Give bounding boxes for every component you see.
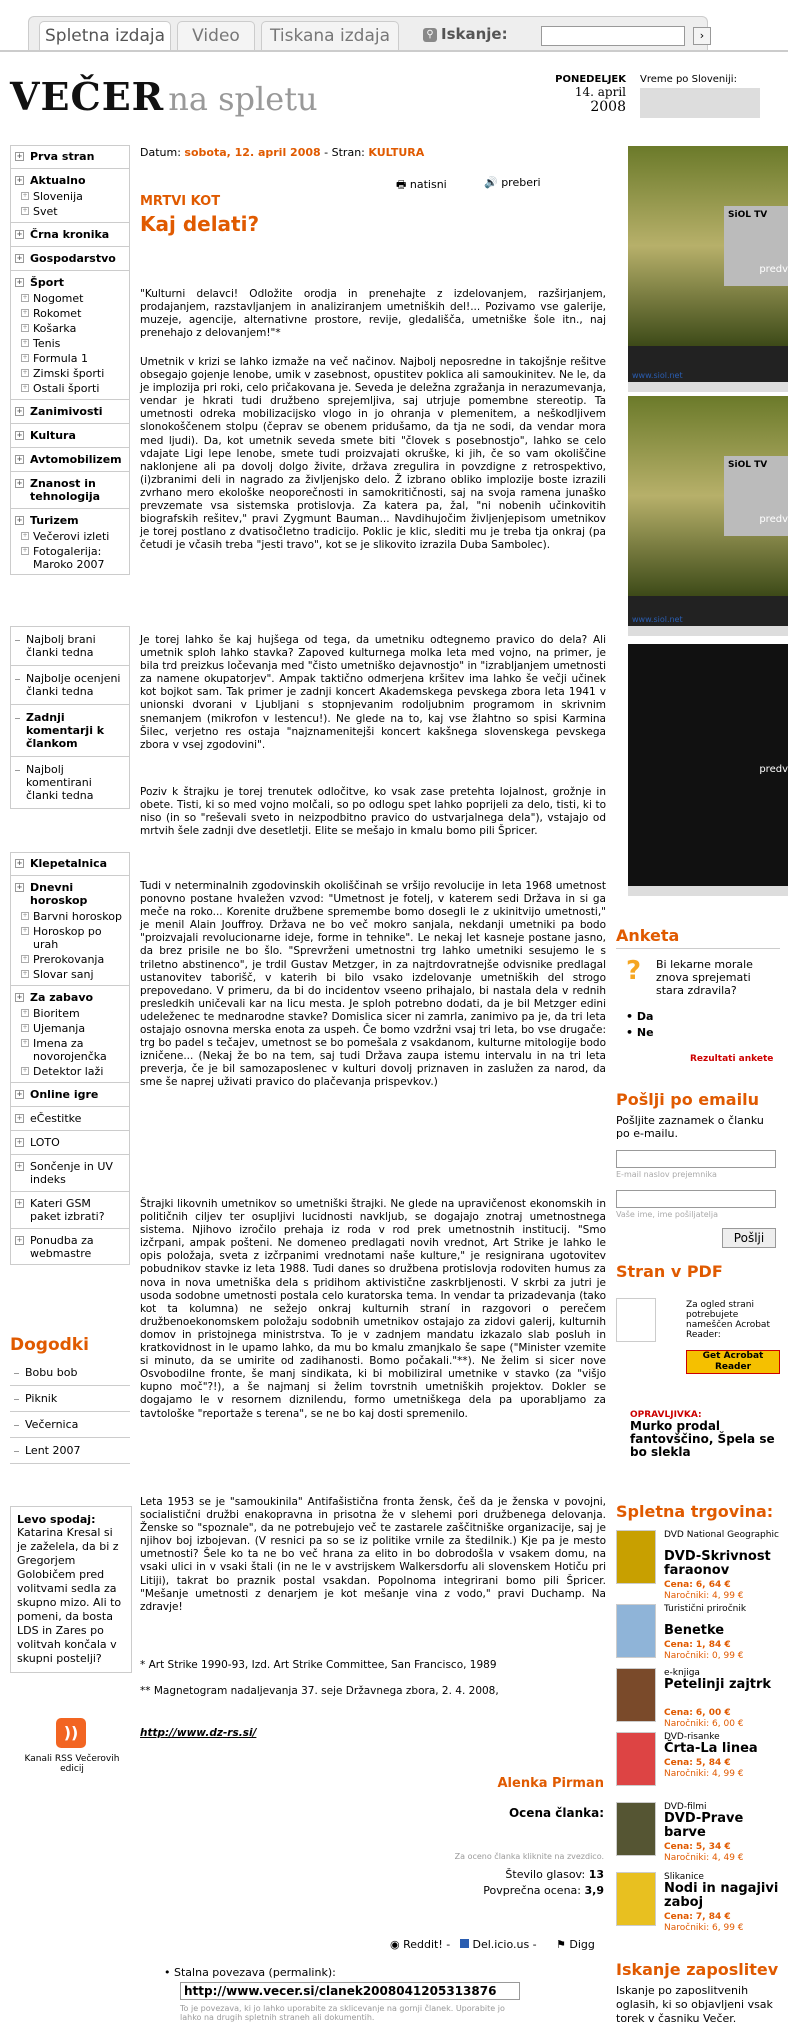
- product-price: Cena: 5, 84 €: [664, 1758, 731, 1768]
- list-label: Najbolje ocenjeni članki tedna: [26, 672, 121, 698]
- nav-subitem[interactable]: [11, 336, 129, 351]
- rss-icon[interactable]: )): [56, 1718, 86, 1748]
- nav-item[interactable]: [11, 451, 129, 468]
- product-price: Cena: 6, 64 €: [664, 1580, 731, 1590]
- nav-label: Ponudba za webmastre: [30, 1234, 94, 1260]
- expand-icon: +: [16, 230, 23, 238]
- nav-label: LOTO: [30, 1136, 60, 1149]
- article-section[interactable]: KULTURA: [368, 146, 425, 159]
- main-nav: [10, 145, 130, 575]
- expand-icon: +: [16, 479, 23, 487]
- nav-sub-label: Rokomet: [33, 307, 82, 320]
- shop-item[interactable]: [616, 1872, 782, 1938]
- acrobat-badge[interactable]: Get Acrobat Reader: [686, 1350, 780, 1374]
- article-paragraph: ** Magnetogram nadaljevanja 37. seje Državnega zbora, 2. 4. 2008,: [140, 1685, 499, 1697]
- shop-item[interactable]: [616, 1604, 782, 1670]
- nav-label: Aktualno: [30, 174, 86, 187]
- nav-subitem[interactable]: [11, 381, 129, 396]
- video-more-3: predv: [759, 764, 788, 775]
- nav-sub-label: Zimski športi: [33, 367, 105, 380]
- dash-icon: [14, 1399, 19, 1400]
- nav-label: Za zabavo: [30, 991, 94, 1004]
- siol-ad-2: SiOL TV: [724, 456, 788, 536]
- product-title[interactable]: Petelinji zajtrk: [664, 1677, 772, 1692]
- article-kicker: MRTVI KOT: [140, 194, 221, 209]
- anketa-results[interactable]: Rezultati ankete: [690, 1054, 774, 1064]
- nav-label: Prva stran: [30, 150, 95, 163]
- video-more: predv: [759, 264, 788, 275]
- anketa-question: Bi lekarne morale znova sprejemati stara zdravila?: [656, 958, 753, 997]
- dogodki-item[interactable]: [10, 1412, 130, 1438]
- sender-name-placeholder: Vaše ime, ime pošiljatelja: [616, 1210, 719, 1219]
- nav-sub-label: Nogomet: [33, 292, 84, 305]
- expand-icon: +: [16, 176, 23, 184]
- subitem-icon: +: [22, 927, 28, 934]
- product-thumbnail[interactable]: [616, 1802, 656, 1856]
- nav-subitem[interactable]: [11, 204, 129, 219]
- article-paragraph: Poziv k štrajku je torej trenutek odločitve, ko vsak zase pretehta lojalnost, grožnje in obete. Tisti, ki so med vojno molčali, so po odlogu spet lahko poprijeli za delo, tisti, ki to niso (in so "reševali sveto in neizpodbitno pravico do ustvarjalnega dela"), vstajajo od mrtvih šele zadnji dve desetletji. Elite se mešajo in kmalu bomo pili Špricer.: [140, 786, 606, 838]
- iskanje-title: Iskanje zaposlitev: [616, 1960, 779, 1979]
- dogodki-title: Dogodki: [10, 1335, 89, 1355]
- subitem-icon: +: [22, 324, 28, 331]
- tab-video[interactable]: Video: [177, 21, 255, 51]
- nav-item[interactable]: [11, 1195, 129, 1225]
- rating-hint: Za oceno članka kliknite na zvezdico.: [454, 1852, 604, 1861]
- expand-icon: +: [16, 254, 23, 262]
- question-icon: ?: [626, 956, 642, 986]
- subitem-icon: +: [22, 1039, 28, 1046]
- rss-label[interactable]: Kanali RSS Večerovih edicij: [24, 1754, 120, 1774]
- send-email-button[interactable]: Pošlji: [722, 1228, 776, 1248]
- list-link[interactable]: [11, 666, 129, 705]
- nav-label: eČestitke: [30, 1112, 82, 1125]
- nav-subitem[interactable]: [11, 909, 129, 924]
- nav-divider: [11, 1082, 129, 1083]
- date-box: [530, 74, 626, 115]
- anketa-option-da[interactable]: • Da: [626, 1010, 654, 1023]
- dash-icon: [15, 718, 20, 719]
- product-category: DVD-filmi: [664, 1802, 707, 1812]
- permalink-label: • Stalna povezava (permalink):: [164, 1966, 336, 1979]
- nav-divider: [11, 447, 129, 448]
- product-price: Cena: 6, 00 €: [664, 1708, 731, 1718]
- nav-sub-label: Bioritem: [33, 1007, 80, 1020]
- product-subscriber-price: Naročniki: 6, 00 €: [664, 1719, 744, 1729]
- search-label-wrap: [423, 25, 508, 43]
- product-subscriber-price: Naročniki: 4, 49 €: [664, 1853, 744, 1863]
- article-title: Kaj delati?: [140, 212, 260, 236]
- dogodki-list: [10, 1360, 130, 1464]
- siol-ad: SiOL TV: [724, 206, 788, 286]
- nav-divider: [11, 1130, 129, 1131]
- nav-label: Sončenje in UV indeks: [30, 1160, 113, 1186]
- shop-item[interactable]: [616, 1530, 782, 1601]
- nav-label: Šport: [30, 276, 65, 289]
- pdf-thumbnail[interactable]: [616, 1298, 656, 1342]
- nav-sub-label: Detektor laži: [33, 1065, 104, 1078]
- video-seekbar-3[interactable]: [628, 886, 788, 896]
- product-thumbnail[interactable]: [616, 1732, 656, 1786]
- nav-label: Kateri GSM paket izbrati?: [30, 1197, 105, 1223]
- pdf-text: Za ogled strani potrebujete nameščen Acrobat Reader:: [686, 1300, 770, 1340]
- dogodki-item[interactable]: [10, 1386, 130, 1412]
- lists-nav: [10, 626, 130, 809]
- nav-sub-label: Prerokovanja: [33, 953, 105, 966]
- product-subscriber-price: Naročniki: 4, 99 €: [664, 1769, 744, 1779]
- nav-divider: [11, 168, 129, 169]
- nav-item[interactable]: [11, 250, 129, 267]
- tab-divider: [0, 50, 788, 52]
- anketa-title: Anketa: [616, 926, 680, 945]
- dogodki-label: Bobu bob: [25, 1366, 78, 1379]
- article-paragraph: "Kulturni delavci! Odložite orodja in prenehajte z izdelovanjem, razširjanjem, prodajanjem, razstavljanjem in analiziranjem umetniških del!... Pozivamo vse galerije, muzeje, agencije, alternativne prostore, revije, gledališča, umetniške šole itn., naj prenehajo z delovanjem!"*: [140, 288, 606, 340]
- search-input[interactable]: [541, 26, 685, 46]
- shop-title: Spletna trgovina:: [616, 1502, 774, 1521]
- nav-subitem[interactable]: [11, 366, 129, 381]
- dogodki-label: Lent 2007: [25, 1444, 81, 1457]
- nav-label: Dnevni horoskop: [30, 881, 88, 907]
- subitem-icon: +: [22, 354, 28, 361]
- nav-divider: [11, 1191, 129, 1192]
- expand-icon: +: [16, 431, 23, 439]
- product-category: e-knjiga: [664, 1668, 700, 1678]
- nav-item[interactable]: [11, 512, 129, 529]
- opravljivka-label: OPRAVLJIVKA:: [630, 1410, 702, 1420]
- nav-subitem[interactable]: [11, 544, 129, 572]
- list-label: Najbolj komentirani članki tedna: [26, 763, 94, 802]
- nav-divider: [11, 875, 129, 876]
- nav-subitem[interactable]: [11, 189, 129, 204]
- nav-subitem[interactable]: [11, 1006, 129, 1021]
- nav-sub-label: Ujemanja: [33, 1022, 86, 1035]
- article-paragraph: * Art Strike 1990-93, Izd. Art Strike Committee, San Francisco, 1989: [140, 1659, 497, 1671]
- subitem-icon: +: [22, 207, 28, 214]
- speaker-icon: 🔊: [484, 176, 498, 189]
- subitem-icon: +: [22, 192, 28, 199]
- nav-divider: [11, 222, 129, 223]
- nav-item[interactable]: [11, 1086, 129, 1103]
- product-title[interactable]: Črta-La linea: [664, 1741, 758, 1756]
- nav-subitem[interactable]: [11, 1036, 129, 1064]
- nav-label: Klepetalnica: [30, 857, 108, 870]
- levo-title: Levo spodaj:: [17, 1513, 96, 1526]
- dogodki-item[interactable]: [10, 1360, 130, 1386]
- nav-subitem[interactable]: [11, 1064, 129, 1079]
- nav-subitem[interactable]: [11, 291, 129, 306]
- article-paragraph: Leta 1953 se je "samoukinila" Antifašistična fronta žensk, češ da je ženska v povojni, socialistični družbi enakopravna in prisotna že v slehemi pori družbenega delovanja. Ženske so "spoznale", da ne potrebujejo več te zastarele zaščitniške organizacije, saj je njihov boj izbojevan. (V resnici pa so se iz politike vrnile za štedilnik.) Kje pa je mesto umetnosti? Šele ko ta ne bo več hrana za elito in bo dobrodošla v vsakem domu, na vsaki ulici in v vsaki štali (in ne le v avstrijskem Walkersdorfu ali slovenskem Hotiču pri Litiji), takrat bo praznik postal vsakdan. Popolnoma integrirani bomo pili Špricer. "Mešanje umetnosti z denarjem je kot mešanje vina z vodo," pravi Duchamp. Na zdravje!: [140, 1496, 606, 1613]
- product-thumbnail[interactable]: [616, 1530, 656, 1584]
- product-category: DVD National Geographic: [664, 1530, 779, 1540]
- subitem-icon: +: [22, 339, 28, 346]
- search-label: Iskanje:: [441, 25, 508, 43]
- nav-item[interactable]: [11, 855, 129, 872]
- nav-divider: [11, 246, 129, 247]
- weather-label: Vreme po Sloveniji:: [640, 74, 737, 85]
- nav-item[interactable]: [11, 148, 129, 165]
- pdf-title: Stran v PDF: [616, 1262, 723, 1281]
- product-thumbnail[interactable]: [616, 1604, 656, 1658]
- expand-icon: +: [16, 859, 23, 867]
- article-meta: [140, 146, 606, 159]
- nav-subitem[interactable]: [11, 529, 129, 544]
- nav-sub-label: Večerovi izleti: [33, 530, 110, 543]
- nav-divider: [11, 471, 129, 472]
- shop-item[interactable]: [616, 1802, 782, 1868]
- nav-label: Kultura: [30, 429, 76, 442]
- expand-icon: +: [16, 993, 23, 1001]
- dash-icon: [14, 1425, 19, 1426]
- footnote-url[interactable]: http://www.dz-rs.si/: [140, 1727, 257, 1739]
- nav-item[interactable]: [11, 274, 129, 291]
- nav-sub-label: Svet: [33, 205, 58, 218]
- subitem-icon: +: [22, 532, 28, 539]
- footnote-link[interactable]: [140, 1727, 606, 1740]
- product-subscriber-price: Naročniki: 0, 99 €: [664, 1651, 744, 1661]
- nav-subitem[interactable]: [11, 321, 129, 336]
- article-date: sobota, 12. april 2008: [184, 146, 321, 159]
- product-category: DVD-risanke: [664, 1732, 720, 1742]
- nav-subitem[interactable]: [11, 924, 129, 952]
- product-title[interactable]: DVD-Prave barve: [664, 1811, 744, 1840]
- expand-icon: +: [16, 152, 23, 160]
- nav-divider: [11, 1106, 129, 1107]
- nav-item[interactable]: [11, 989, 129, 1006]
- list-link[interactable]: [11, 627, 129, 666]
- subitem-icon: +: [22, 912, 28, 919]
- nav-item[interactable]: [11, 427, 129, 444]
- print-button[interactable]: [396, 176, 447, 195]
- video-seekbar[interactable]: [628, 382, 788, 392]
- expand-icon: +: [16, 1199, 23, 1207]
- site-logo[interactable]: [10, 74, 318, 119]
- expand-icon: +: [16, 1236, 23, 1244]
- reddit-link[interactable]: ◉ Reddit! -: [390, 1938, 451, 1951]
- nav-subitem[interactable]: [11, 952, 129, 967]
- read-button[interactable]: [484, 176, 541, 189]
- subitem-icon: +: [22, 369, 28, 376]
- search-button[interactable]: ›: [693, 27, 711, 45]
- subitem-icon: +: [22, 384, 28, 391]
- expand-icon: +: [16, 883, 23, 891]
- expand-icon: +: [16, 455, 23, 463]
- nav-divider: [11, 270, 129, 271]
- subitem-icon: +: [22, 1067, 28, 1074]
- product-title[interactable]: DVD-Skrivnost faraonov: [664, 1549, 771, 1578]
- expand-icon: +: [16, 1162, 23, 1170]
- subitem-icon: +: [22, 955, 28, 962]
- product-subscriber-price: Naročniki: 4, 99 €: [664, 1591, 744, 1601]
- subitem-icon: +: [22, 309, 28, 316]
- nav-sub-label: Ostali športi: [33, 382, 100, 395]
- nav-divider: [11, 423, 129, 424]
- nav-divider: [11, 1154, 129, 1155]
- list-link[interactable]: [11, 705, 129, 757]
- dash-icon: [14, 1373, 19, 1374]
- average: Povprečna ocena: 3,9: [483, 1884, 604, 1897]
- nav-label: Avtomobilizem: [30, 453, 122, 466]
- levo-spodaj-box: [10, 1506, 132, 1673]
- iskanje-text: Iskanje po zaposlitvenih oglasih, ki so objavljeni vsak torek v časniku Večer.: [616, 1984, 773, 2025]
- video-player-3[interactable]: [628, 644, 788, 896]
- dash-icon: [15, 679, 20, 680]
- search-icon: ⚲: [423, 28, 437, 42]
- dogodki-label: Piknik: [25, 1392, 58, 1405]
- subitem-icon: +: [22, 1024, 28, 1031]
- anketa-option-ne[interactable]: • Ne: [626, 1026, 654, 1039]
- delicious-link[interactable]: Del.icio.us -: [460, 1938, 537, 1951]
- dash-icon: [15, 640, 20, 641]
- nav-sub-label: Slovar sanj: [33, 968, 94, 981]
- nav-sub-label: Slovenija: [33, 190, 83, 203]
- nav-label: Črna kronika: [30, 228, 110, 241]
- product-thumbnail[interactable]: [616, 1872, 656, 1926]
- nav-item[interactable]: [11, 1134, 129, 1151]
- nav-sub-label: Tenis: [33, 337, 61, 350]
- top-tabbar: [28, 16, 708, 50]
- date-date: 14. april: [574, 85, 626, 99]
- expand-icon: +: [16, 1090, 23, 1098]
- article-paragraph: Je torej lahko še kaj hujšega od tega, da umetniku odtegnemo pravico do dela? Ali umetnik sploh lahko stavka? Zapoved kulturnega molka leta med vojno, na primer, je bila trd preizkus ločevanja med "čisto umetniško dejavnostjo" in "izrabljanjem umetnosti za namene okupatorjev". Ampak taktično odmerjena kršitev ima lahko še večji učinek kot bojkot sam. Tak primer je zadnji koncert Akademskega pevskega zbora leta 1941 v unionski dvorani v Ljubljani s stopnjevanim rodoljubnim programom in skrivnim snemanjem (mikrofon v lestencu!). Ne glede na to, kaj vse žlahtno so spisi Karmina Šilec, verjetno res ostaja "najznamenitejši koncert kakšnega slovenskega pevskega zbora v vsej zgodovini".: [140, 634, 606, 751]
- nav-item[interactable]: [11, 1158, 129, 1188]
- expand-icon: +: [16, 278, 23, 286]
- votes: Število glasov: 13: [505, 1868, 604, 1881]
- nav-subitem[interactable]: [11, 967, 129, 982]
- nav-sub-label: Barvni horoskop: [33, 910, 122, 923]
- read-label: preberi: [501, 176, 541, 189]
- subitem-icon: +: [22, 1009, 28, 1016]
- nav-divider: [11, 399, 129, 400]
- stran-label: - Stran:: [324, 146, 365, 159]
- nav-sub-label: Fotogalerija: Maroko 2007: [33, 545, 105, 571]
- shop-item[interactable]: [616, 1732, 782, 1798]
- nav-sub-label: Imena za novorojenčka: [33, 1037, 107, 1063]
- expand-icon: +: [16, 1138, 23, 1146]
- shop-item[interactable]: [616, 1668, 782, 1734]
- product-price: Cena: 7, 84 €: [664, 1912, 731, 1922]
- subitem-icon: +: [22, 294, 28, 301]
- permalink-field[interactable]: http://www.vecer.si/clanek2008041205313876: [180, 1982, 520, 2000]
- nav-label: Znanost in tehnologija: [30, 477, 101, 503]
- recipient-email-input[interactable]: [616, 1150, 776, 1168]
- nav-label: Zanimivosti: [30, 405, 103, 418]
- video-player-2[interactable]: [628, 396, 788, 636]
- nav-item[interactable]: [11, 1110, 129, 1127]
- video-more-2: predv: [759, 514, 788, 525]
- nav-label: Gospodarstvo: [30, 252, 116, 265]
- article-paragraph: Umetnik v krizi se lahko izmaže na več načinov. Najbolj neposredne in takojšnje rešitve obsegajo gojenje lenobe, umik v zasebnost, opustitev poklica ali samoukinitev. Ne le, da je implozija pri roki, celo pričakovana je. Seveda je deležna zgražanja in nerazumevanja, vendar je hkrati tudi družbeno sprejemljiva, saj utrjuje pomembne stereotip. Ta umetnosti odreka mobilizacijsko vlogo in jo ohranja v plemenitem, a neškodljivem slonokoščenem stolpu (čeprav se obenem pridušamo, da tja ne sodi, da vendar mora med ljudi). Da, kot umetnik seveda smete biti "človek s posebnostjo", lahko se celo vdajate Ligi lepe lenobe, smete tudi proizvajati okruške, ki jih, če so vam okoliščine naklonjene ali pa dovolj dolgo živite, država zregulira in povzdigne z retrospektivo, (i)zbranimi deli in nagrado za življenjsko delo. Ž izbrano obliko implozije boste izrazili zvrhano mero ekološke neoporečnosti in samokritičnosti, saj na svoja ramena junaško prevzemate vsa sistemska protislovja. Za katera pa, žal, "ni nobenih učinkovitih biografskih rešitev," pravi Zygmunt Bauman... Navdihujočim življenjepisom umetnikov je torej postlano z dvatisočletno tradicijo. Poklic je klic, slediti mu je treba tja onkraj (pa četudi je včasih treba "jesti travo", kot se je slikovito izrazila Duba Sambolec).: [140, 356, 606, 552]
- subitem-icon: +: [22, 547, 28, 554]
- email-text: Pošljite zaznamek o članku po e-mailu.: [616, 1114, 764, 1140]
- weather-widget[interactable]: [640, 88, 760, 118]
- nav-item[interactable]: [11, 475, 129, 505]
- print-label: natisni: [409, 178, 447, 191]
- nav-sub-label: Horoskop po urah: [33, 925, 102, 951]
- expand-icon: +: [16, 407, 23, 415]
- product-price: Cena: 1, 84 €: [664, 1640, 731, 1650]
- date-year: 2008: [590, 99, 626, 115]
- product-category: Turistični priročnik: [664, 1604, 747, 1614]
- nav-label: Turizem: [30, 514, 79, 527]
- reddit-icon: ◉: [390, 1938, 400, 1951]
- fun-nav: [10, 852, 130, 1265]
- expand-icon: +: [16, 1114, 23, 1122]
- dash-icon: [15, 770, 20, 771]
- expand-icon: +: [16, 516, 23, 524]
- nav-divider: [11, 985, 129, 986]
- video-url[interactable]: www.siol.net: [632, 371, 683, 380]
- logo-main: VEČER: [10, 74, 165, 119]
- nav-item[interactable]: [11, 226, 129, 243]
- dash-icon: [14, 1451, 19, 1452]
- rating-label: Ocena članka:: [508, 1806, 604, 1820]
- product-title[interactable]: Benetke: [664, 1623, 725, 1638]
- product-category: Slikanice: [664, 1872, 704, 1882]
- nav-divider: [11, 508, 129, 509]
- permalink-note: To je povezava, ki jo lahko uporabite za sklicevanje na gornji članek. Uporabite jo lahko na drugih spletnih straneh ali dokumentih.: [180, 2004, 505, 2022]
- opravljivka-text[interactable]: Murko prodal fantovščino, Špela se bo slekla: [630, 1419, 775, 1459]
- nav-subitem[interactable]: [11, 306, 129, 321]
- nav-sub-label: Košarka: [33, 322, 77, 335]
- email-title: Pošlji po emailu: [616, 1090, 759, 1109]
- nav-divider: [11, 1228, 129, 1229]
- subitem-icon: +: [22, 970, 28, 977]
- dogodki-label: Večernica: [25, 1418, 79, 1431]
- recipient-email-placeholder: E-mail naslov prejemnika: [616, 1170, 717, 1179]
- product-thumbnail[interactable]: [616, 1668, 656, 1722]
- sender-name-input[interactable]: [616, 1190, 776, 1208]
- digg-icon: ⚑: [556, 1938, 566, 1951]
- nav-sub-label: Formula 1: [33, 352, 88, 365]
- product-title[interactable]: Nodi in nagajivi zaboj: [664, 1881, 779, 1910]
- levo-text[interactable]: Katarina Kresal si je zaželela, da bi z Gregorjem Golobičem pred volitvami sedla za skupno mizo. Ali to pomeni, da bosta LDS in Zares po volitvah končala v skupni postelji?: [17, 1526, 122, 1665]
- article-paragraph: Tudi v neterminalnih zgodovinskih okoliščinah se vršijo revolucije in leta 1968 umetnost ponovno postane hvaležen vzvod: "Umetnost je fotelj, v katerem sedi Država in si ga meče na roko... Korenite družbene spremembe bomo dosegli le z ukinitvijo umetnosti," je menil Alain Jouffroy. Država ne bo več mokro sanjala, nekdanji umetniki pa bodo "proizvajali revolucionarne ideje, forme in tehnike". Le nekaj let kasneje postane jasno, da brez prisile ne bo šlo. "Sprevrženi umetnostni trg lahko umetniki sesujemo le s triletno abstinenco", je trdil Gustav Metzger, in za najtrdovratnejše odvisnike predlagal ustanovitev taborišč, v katerih bi bilo vsako izdelovanje umetniških del strogo prepovedano. V primeru, da bi do incidentov vseeno prihajalo, bi nastala dela v rednih presledkih uničevali kar na licu mesta. Je sploh potrebno dodati, da je bil Metzger edini udeleženec te mednarodne stavke? Domislica sicer ni zamrla, zanimivo pa je, da tri leta ostajajo osnovna merska enota za uspeh. Če bomo vzdržni vsaj tri leta, bo vse drugače: trg bo padel s tečajev, umetnost se bo pomešala z vsakdanom, kulturne mitologije bodo izničene... (Nekaj že bo na tem, saj tudi Država zaupa istemu intervalu in na tri leta preverja, če je bil samozaposlenec v kulturi dovolj priznaven in zaslužen za narod, da sme še naprej uživati pravico do plačevanja prispevkov.): [140, 880, 606, 1089]
- print-icon: 🖶: [396, 178, 407, 191]
- delicious-icon: [460, 1939, 469, 1948]
- nav-subitem[interactable]: [11, 351, 129, 366]
- dogodki-item[interactable]: [10, 1438, 130, 1464]
- video-player-1[interactable]: [628, 146, 788, 392]
- article-paragraph: Štrajki likovnih umetnikov so umetniški štrajki. Ne glede na upravičenost ekonomskih in političnih ciljev ter osupljivi lucidnosti navkljub, se dogajajo znotraj umetnostnega sistema. Njihovo izročilo prehaja iz roda v rod prek umetnostnih institucij. "Smo izčrpani, ampak pošteni. Ne domeneo predlagati novih vrednot, Art Strike je lahko le opis položaja, sveta z izčrpanimi vrednotami naše kulture," je resignirana ugotovitev pobudnikov stavke iz leta 1988. Tudi danes so družbena protislovja rodoviten humus za nova in nova umetniška dela s pridihom aktivistične zaskrbljenosti. V skrbi za jutri je usoda sodobne umetnosti postala celo kuratorska tema. In vendar ta prizadevanja (tako kot ta kolumna) ne sežejo onkraj kulturnih straní in razgovori o perečem družbenoekonomskem položaju sodobnih umetnikov ostajajo za zidovi galerij, kulturnih domov in pristojnega ministrstva. To je v zadnjem mandatu izkazalo slab posluh in kratkovidnost in le upamo lahko, da mu bo kmalu zmanjkalo še sape ("Minister vzemite si minuto, da se umirite od zadihanosti. Bomo počakali."**). Ne želim si sicer nove Osvobodilne fronte, še manj sindikata, ki bi mobiliziral umetnike v stavko (za "višjo kupno moč"?!), a še najmanj si želim tovrstnih umetniških projektov. Dokler se dogajamo le v resornem diznilendu, formo umetniškega dela pa uporabljamo za tavtološke "reportaže s terena", se ne bo kaj dosti spremenilo.: [140, 1198, 606, 1420]
- list-label: Najbolj brani članki tedna: [26, 633, 96, 659]
- logo-sub: na spletu: [168, 80, 318, 118]
- product-price: Cena: 5, 34 €: [664, 1842, 731, 1852]
- nav-item[interactable]: [11, 172, 129, 189]
- list-label: Zadnji komentarji k člankom: [26, 711, 105, 750]
- tab-spletna-izdaja[interactable]: Spletna izdaja: [39, 21, 171, 51]
- nav-item[interactable]: [11, 403, 129, 420]
- article-author: Alenka Pirman: [497, 1776, 604, 1791]
- nav-subitem[interactable]: [11, 1021, 129, 1036]
- tab-tiskana-izdaja[interactable]: Tiskana izdaja: [261, 21, 399, 51]
- nav-item[interactable]: [11, 1232, 129, 1262]
- nav-label: Online igre: [30, 1088, 99, 1101]
- video-url-2[interactable]: www.siol.net: [632, 615, 683, 624]
- date-label: Datum:: [140, 146, 181, 159]
- video-seekbar-2[interactable]: [628, 626, 788, 636]
- list-link[interactable]: [11, 757, 129, 808]
- digg-link[interactable]: ⚑ Digg: [556, 1938, 595, 1951]
- date-day: PONEDELJEK: [555, 74, 626, 85]
- product-subscriber-price: Naročniki: 6, 99 €: [664, 1923, 744, 1933]
- nav-item[interactable]: [11, 879, 129, 909]
